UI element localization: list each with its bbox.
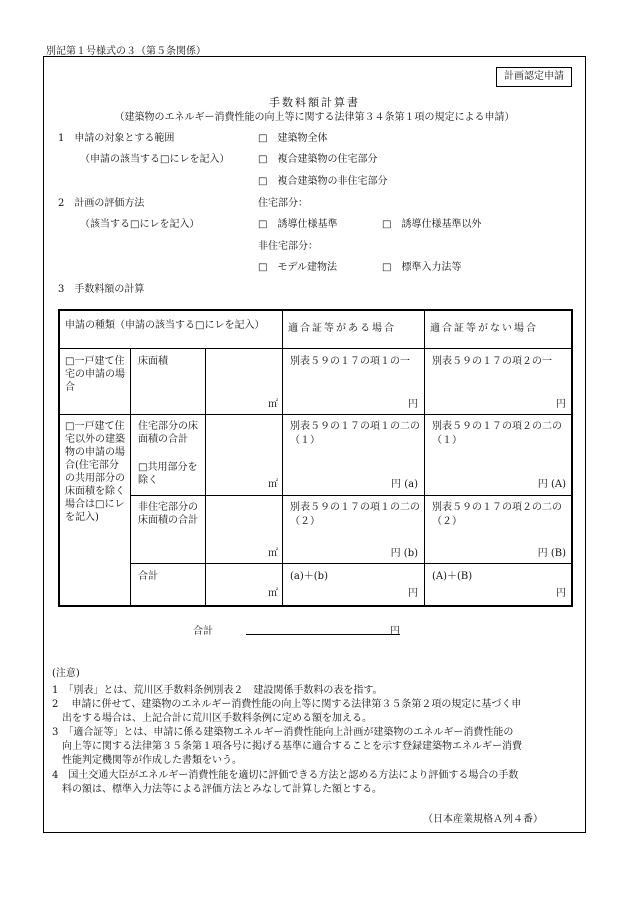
note-line: 4 国土交通大臣がエネルギー消費性能を適切に評価できる方法と認める方法により評価する場合の手数 (52, 770, 519, 781)
note-line: 3 「適合証等」とは、申請に係る建築物エネルギー消費性能向上計画が建築物のエネルギー消費性能の (52, 727, 514, 738)
note-line: 料の額は、標準入力法等による評価方法とみなして計算した額とする。 (52, 784, 382, 795)
note-line: 1 「別表」とは、荒川区手数料条例別表２ 建設関係手数料の表を指す。 (52, 685, 383, 696)
application-type-badge: 計画認定申請 (496, 67, 572, 87)
method-option-guided-spec[interactable]: □ 誘導仕様基準 (258, 219, 338, 230)
notes-heading: (注意) (52, 668, 80, 679)
fee-calculation-table (58, 309, 573, 607)
paper-size-footer: （日本産業規格Ａ列４番） (423, 814, 543, 825)
header-with-certificate: 適合証等がある場合 (288, 323, 396, 334)
method-option-standard-input[interactable]: □ 標準入力法等 (382, 262, 462, 273)
section2-note: （該当する□にレを記入） (80, 219, 200, 230)
section1-heading: 1 申請の対象とする範囲 (58, 133, 175, 144)
section2-heading: 2 計画の評価方法 (58, 198, 145, 209)
row1-floor-area-label: 床面積 (138, 356, 168, 367)
row-detached-house-checkbox[interactable]: □一戸建て住宅の申請の場合 (65, 356, 125, 393)
scope-option-nonresidential[interactable]: □ 複合建築物の非住宅部分 (258, 176, 388, 187)
nonresidential-label: 非住宅部分： (258, 241, 318, 252)
total-amount-line[interactable] (246, 634, 400, 635)
note-line: 出をする場合は、上記合計に荒川区手数料条例に定める額を加える。 (52, 713, 372, 724)
note-line: 性能判定機関等が作成した書類をいう。 (52, 755, 242, 766)
page-title: 手数料額計算書 (269, 96, 360, 109)
residential-floor-area-label: 住宅部分の床面積の合計 (138, 421, 198, 445)
note-line: 2 申請に併せて、建築物のエネルギー消費性能の向上等に関する法律第３５条第２項の規定に基づく申 (52, 699, 522, 710)
nonresidential-floor-area-unit: ㎡ (268, 548, 278, 559)
row1-conforming-yen[interactable]: 円 (408, 399, 418, 410)
exclude-shared-checkbox[interactable]: □共用部分を除く (138, 462, 198, 486)
subtotal-conforming-formula: (a)＋(b) (290, 571, 328, 582)
residential-conforming-ref: 別表５９の１７の項１の二の（１） (290, 421, 420, 446)
row1-nonconforming-ref: 別表５９の１７の項２の一 (432, 356, 552, 367)
residential-label: 住宅部分： (258, 198, 308, 209)
residential-floor-area-unit: ㎡ (268, 479, 278, 490)
row1-conforming-ref: 別表５９の１７の項１の一 (290, 356, 410, 367)
page-subtitle: （建築物のエネルギー消費性能の向上等に関する法律第３４条第１項の規定による申請） (114, 112, 515, 123)
total-label: 合計 (193, 626, 213, 637)
nonresidential-nonconforming-ref: 別表５９の１７の項２の二の（２） (432, 502, 562, 527)
nonresidential-floor-area-label: 非住宅部分の床面積の合計 (138, 502, 198, 526)
row1-nonconforming-yen[interactable]: 円 (556, 399, 566, 410)
method-option-model-building[interactable]: □ モデル建物法 (258, 262, 337, 273)
form-label: 別記第１号様式の３（第５条関係） (46, 46, 206, 57)
subtotal-nonconforming-formula: (A)＋(B) (432, 571, 473, 582)
subtotal-area-unit: ㎡ (268, 588, 278, 599)
nonresidential-nonconforming-yen[interactable]: 円 (B) (537, 548, 566, 559)
total-yen: 円 (390, 626, 400, 637)
nonresidential-conforming-yen[interactable]: 円 (b) (390, 548, 418, 559)
method-option-other-spec[interactable]: □ 誘導仕様基準以外 (382, 219, 482, 230)
scope-option-whole[interactable]: □ 建築物全体 (258, 133, 328, 144)
subtotal-nonconforming-yen[interactable]: 円 (556, 588, 566, 599)
residential-conforming-yen[interactable]: 円 (a) (391, 479, 418, 490)
row-non-detached-checkbox[interactable]: □一戸建て住宅以外の建築物の申請の場合(住宅部分の共用部分の床面積を除く場合は□にレを記入) (65, 421, 125, 523)
section3-heading: 3 手数料額の計算 (58, 284, 145, 295)
nonresidential-conforming-ref: 別表５９の１７の項１の二の（２） (290, 502, 420, 527)
residential-nonconforming-yen[interactable]: 円 (A) (537, 479, 566, 490)
section1-note: （申請の該当する□にレを記入） (80, 154, 230, 165)
subtotal-label: 合計 (138, 571, 158, 582)
subtotal-conforming-yen[interactable]: 円 (408, 588, 418, 599)
header-application-type: 申請の種類（申請の該当する□にレを記入） (65, 320, 265, 331)
scope-option-residential[interactable]: □ 複合建築物の住宅部分 (258, 154, 378, 165)
residential-nonconforming-ref: 別表５９の１７の項２の二の（１） (432, 421, 562, 446)
header-without-certificate: 適合証等がない場合 (430, 323, 538, 334)
row1-floor-area-unit: ㎡ (268, 399, 278, 410)
note-line: 向上等に関する法律第３５条第１項各号に掲げる基準に適合することを示す登録建築物エネルギー消費 (52, 741, 522, 752)
